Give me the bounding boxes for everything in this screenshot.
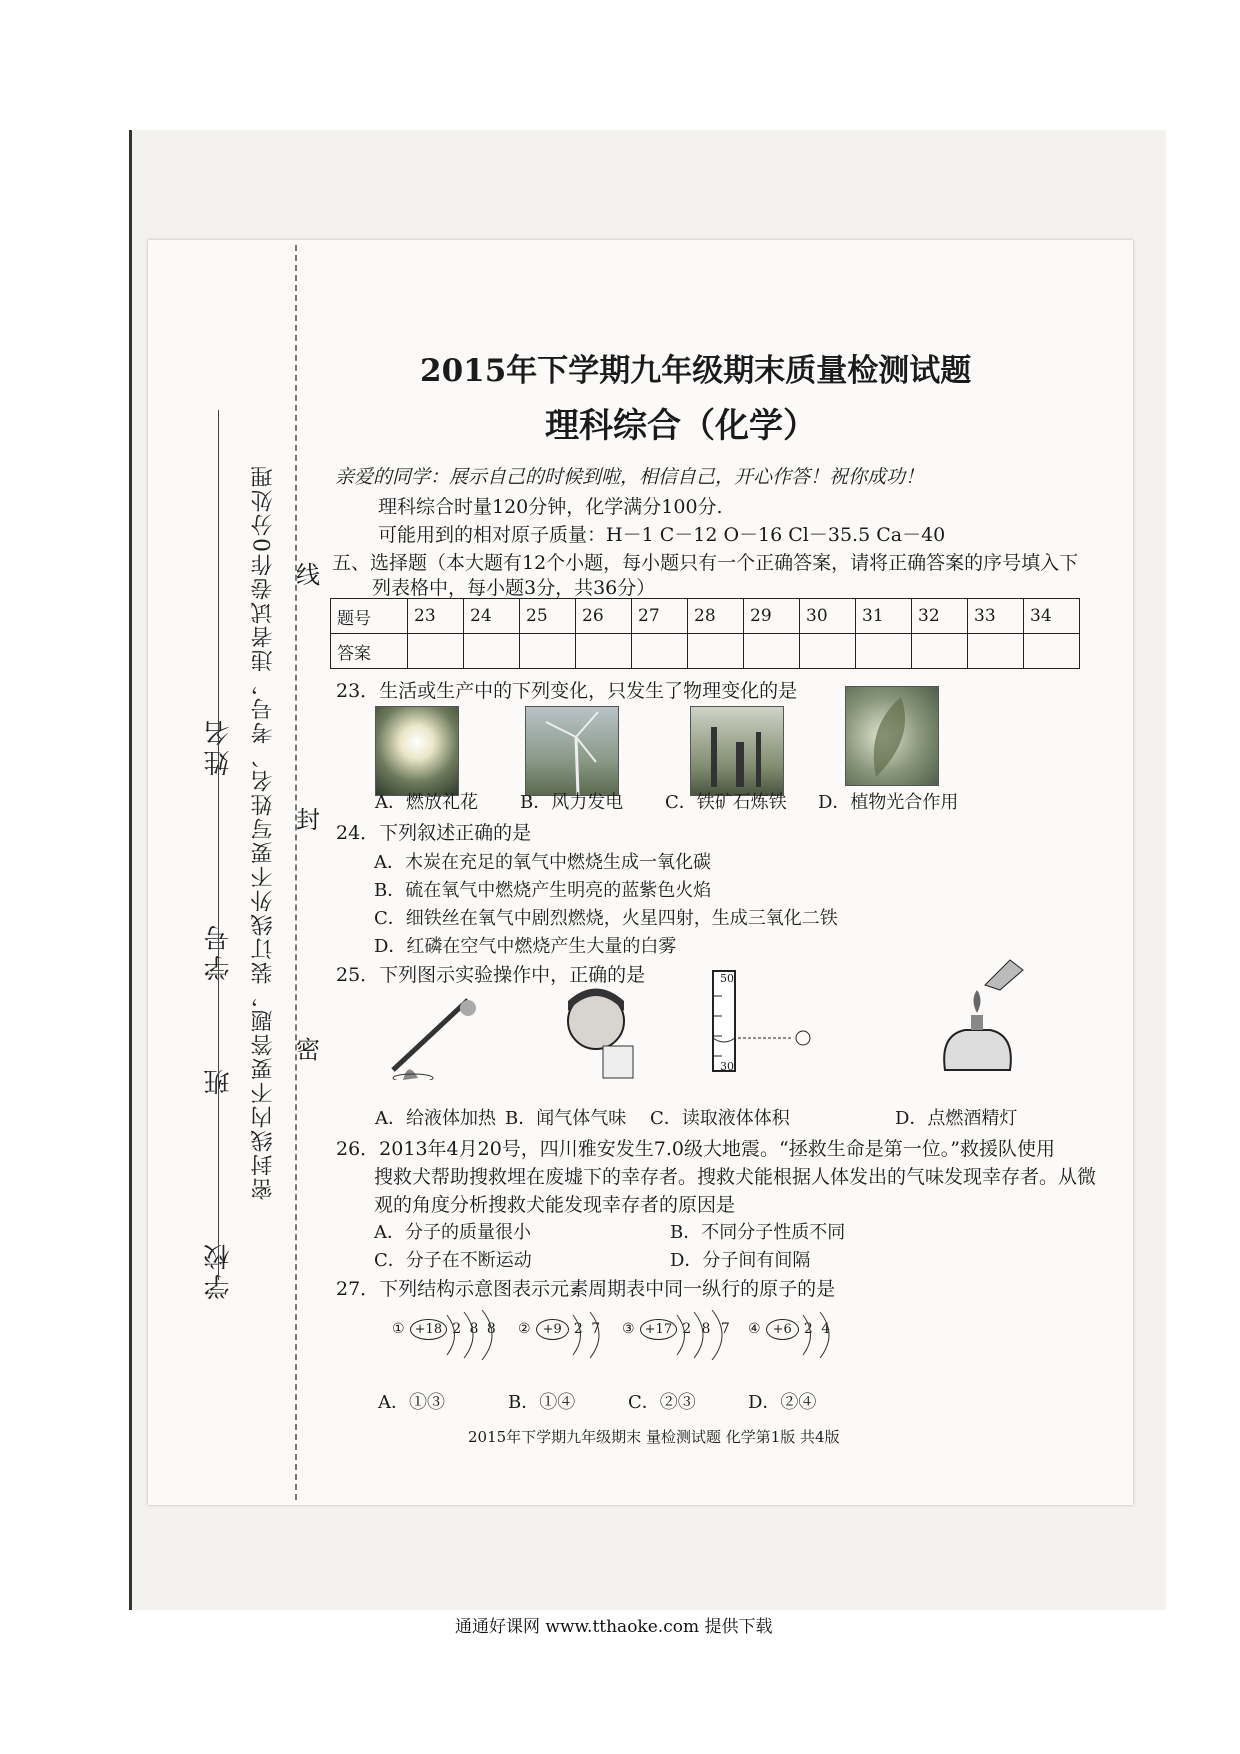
smelling-gas-figure <box>548 986 648 1085</box>
answer-cell[interactable] <box>856 634 912 669</box>
q25-option-a: A．给液体加热 <box>375 1108 496 1129</box>
q23-stem: 23．生活或生产中的下列变化，只发生了物理变化的是 <box>336 680 798 702</box>
subject-title: 理科综合（化学） <box>545 406 817 446</box>
heating-liquid-figure <box>378 990 488 1084</box>
lighting-lamp-figure <box>935 955 1025 1079</box>
answer-cell[interactable] <box>632 634 688 669</box>
q26-option-a: A．分子的质量很小 <box>374 1222 531 1243</box>
scan-edge <box>129 130 132 1610</box>
q26-option-c: C．分子在不断运动 <box>374 1250 532 1271</box>
atom-label: ② <box>518 1321 531 1337</box>
q23-option-d: D．植物光合作用 <box>818 792 959 813</box>
question-number-cell: 30 <box>800 599 856 634</box>
table-header-cell: 题号 <box>331 599 408 634</box>
answer-cell[interactable] <box>520 634 576 669</box>
nucleus: +18 <box>410 1319 447 1340</box>
question-number-cell: 33 <box>968 599 1024 634</box>
question-number-cell: 34 <box>1024 599 1080 634</box>
download-credit: 通通好课网 www.tthaoke.com 提供下载 <box>455 1617 773 1637</box>
q24-option-c: C．细铁丝在氧气中剧烈燃烧，火星四射，生成三氧化二铁 <box>374 908 838 929</box>
factory-icon <box>691 707 783 795</box>
nucleus: +6 <box>766 1319 799 1340</box>
answer-cell[interactable] <box>464 634 520 669</box>
q26-stem-line1: 26．2013年4月20号，四川雅安发生7.0级大地震。“拯救生命是第一位。”救援队使用 <box>336 1138 1055 1160</box>
cylinder-scale-top: 50 <box>720 972 734 985</box>
person-smelling-icon <box>548 986 648 1081</box>
q26-stem-line2: 搜救犬帮助搜救埋在废墟下的幸存者。搜救犬能根据人体发出的气味发现幸存者。从微 <box>374 1166 1097 1188</box>
atom-diagram-1 <box>392 1318 498 1340</box>
q23-option-b: B．风力发电 <box>520 792 624 813</box>
page-footer: 2015年下学期九年级期末 量检测试题 化学第1版 共4版 <box>468 1428 840 1446</box>
nucleus: +17 <box>640 1319 677 1340</box>
table-header-cell: 答案 <box>331 634 408 669</box>
class-label: 班 <box>204 1065 234 1096</box>
iron-smelting-image <box>690 706 784 796</box>
answer-cell[interactable] <box>576 634 632 669</box>
q25-option-d: D．点燃酒精灯 <box>895 1108 1018 1129</box>
q26-option-b: B．不同分子性质不同 <box>670 1222 846 1243</box>
wind-turbine-icon <box>526 707 618 795</box>
question-number-cell: 28 <box>688 599 744 634</box>
photosynthesis-leaf-image <box>845 686 939 786</box>
q26-option-d: D．分子间有间隔 <box>670 1250 811 1271</box>
test-tube-heating-icon <box>378 990 488 1080</box>
section-title: 五、选择题（本大题有12个小题，每小题只有一个正确答案，请将正确答案的序号填入下 <box>332 552 1079 574</box>
atom-diagram-2 <box>518 1318 602 1340</box>
section-title-cont: 列表格中，每小题3分，共36分） <box>372 577 656 599</box>
question-number-cell: 27 <box>632 599 688 634</box>
q26-stem-line3: 观的角度分析搜救犬能发现幸存者的原因是 <box>374 1194 736 1216</box>
graduated-cylinder-figure <box>708 966 818 1080</box>
fireworks-image <box>375 706 459 796</box>
atomic-masses: 可能用到的相对原子质量：H－1 C－12 O－16 Cl－35.5 Ca－40 <box>378 524 946 546</box>
q25-option-b: B．闻气体气味 <box>505 1108 627 1129</box>
cylinder-scale-bottom: 30 <box>720 1060 734 1073</box>
q27-option-c: C．②③ <box>628 1392 696 1413</box>
q24-option-d: D．红磷在空气中燃烧产生大量的白雾 <box>374 936 677 957</box>
question-number-cell: 23 <box>408 599 464 634</box>
table-row <box>331 634 1080 669</box>
student-no-label: 学号 <box>204 920 234 981</box>
question-number-cell: 31 <box>856 599 912 634</box>
q24-option-a: A．木炭在充足的氧气中燃烧生成一氧化碳 <box>374 852 711 873</box>
atom-label: ③ <box>622 1321 635 1337</box>
atom-label: ④ <box>748 1321 761 1337</box>
wind-turbine-image <box>525 706 619 796</box>
table-row <box>331 599 1080 634</box>
atom-diagram-4 <box>748 1318 832 1340</box>
exam-title: 2015年下学期九年级期末质量检测试题 <box>420 353 972 389</box>
answer-cell[interactable] <box>800 634 856 669</box>
seal-char-xian: 线 <box>296 561 320 589</box>
electron-shells: 2 8 7 <box>682 1321 733 1337</box>
q25-stem: 25．下列图示实验操作中，正确的是 <box>336 964 646 986</box>
shell-arcs-icon <box>558 1310 628 1360</box>
answer-cell[interactable] <box>744 634 800 669</box>
greeting: 亲爱的同学：展示自己的时候到啦，相信自己，开心作答！祝你成功！ <box>335 466 925 488</box>
answer-cell[interactable] <box>408 634 464 669</box>
answer-cell[interactable] <box>688 634 744 669</box>
nucleus: +9 <box>536 1319 569 1340</box>
q27-stem: 27．下列结构示意图表示元素周期表中同一纵行的原子的是 <box>336 1278 836 1300</box>
question-number-cell: 24 <box>464 599 520 634</box>
electron-shells: 2 8 8 <box>452 1321 498 1337</box>
question-number-cell: 29 <box>744 599 800 634</box>
time-info: 理科综合时量120分钟，化学满分100分. <box>378 496 723 518</box>
answer-cell[interactable] <box>912 634 968 669</box>
school-label: 学校 <box>204 1240 234 1300</box>
answer-table <box>330 598 1080 669</box>
electron-shells: 2 4 <box>803 1321 833 1337</box>
q27-option-a: A．①③ <box>378 1392 445 1413</box>
seal-dashed-line <box>295 245 297 1500</box>
seal-char-feng: 封 <box>296 806 320 834</box>
q24-option-b: B．硫在氧气中燃烧产生明亮的蓝紫色火焰 <box>374 880 712 901</box>
question-number-cell: 25 <box>520 599 576 634</box>
q25-option-c: C．读取液体体积 <box>650 1108 790 1129</box>
seal-warning: 密封线内不要答题，装订线外不要写姓名、考号，违者试卷作0分处理 <box>251 464 276 1200</box>
q24-stem: 24．下列叙述正确的是 <box>336 822 532 844</box>
shell-arcs-icon <box>432 1310 522 1360</box>
q23-option-a: A．燃放礼花 <box>375 792 478 813</box>
question-number-cell: 26 <box>576 599 632 634</box>
alcohol-lamp-icon <box>935 955 1025 1075</box>
info-underline <box>218 410 219 1280</box>
shell-arcs-icon <box>662 1310 752 1360</box>
q23-option-c: C．铁矿石炼铁 <box>665 792 787 813</box>
answer-cell[interactable] <box>968 634 1024 669</box>
name-label: 姓名 <box>204 716 234 777</box>
q27-option-b: B．①④ <box>508 1392 576 1413</box>
atom-diagram-3 <box>622 1318 733 1340</box>
question-number-cell: 32 <box>912 599 968 634</box>
shell-arcs-icon <box>788 1310 858 1360</box>
leaf-icon <box>846 687 938 785</box>
seal-char-mi: 密 <box>296 1036 320 1064</box>
atom-label: ① <box>392 1321 405 1337</box>
electron-shells: 2 7 <box>573 1321 603 1337</box>
answer-cell[interactable] <box>1024 634 1080 669</box>
q27-option-d: D．②④ <box>748 1392 817 1413</box>
